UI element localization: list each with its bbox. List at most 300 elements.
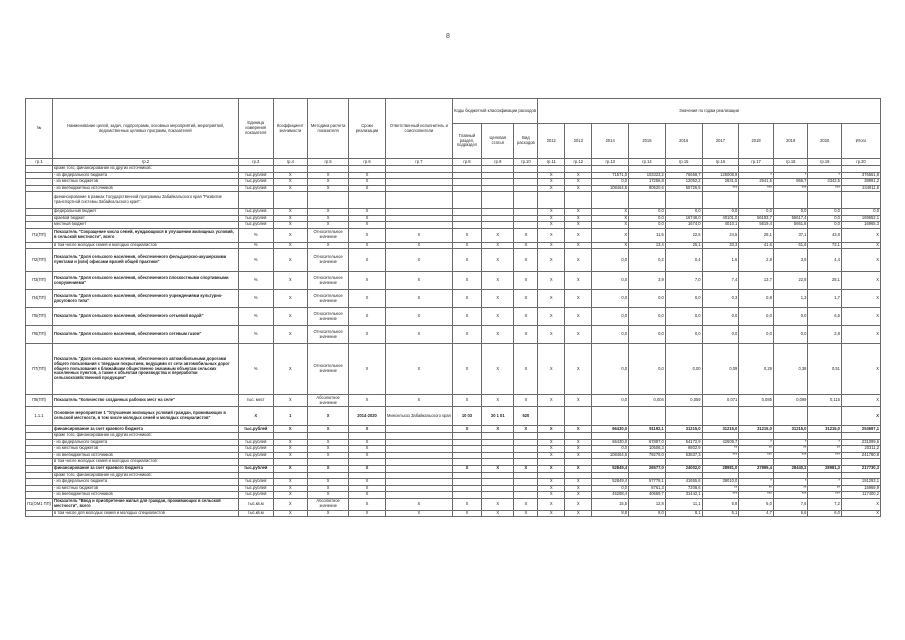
table-cell [349,192,386,209]
table-cell [773,407,808,426]
table-cell: 56193,7 [739,215,774,222]
column-number: гр.12 [565,159,592,166]
table-cell: Х [273,290,308,308]
table-cell: Х [592,222,629,229]
table-cell: 56617,4 [773,215,808,222]
table-row [26,308,881,326]
table-cell: Х [308,446,349,453]
table-cell: 28440,2 [773,465,808,472]
table-cell: * [773,479,808,486]
table-cell: 0,2 [629,249,666,272]
table-cell: Х [273,395,308,407]
table-cell: 0,00 [665,344,702,395]
table-cell: 103323,2 [629,172,666,179]
table-cell: Х [308,242,349,249]
table-cell: 61,6 [773,242,808,249]
table-cell: Х [565,446,592,453]
table-cell: Х [452,395,481,407]
table-cell: 0,4 [665,249,702,272]
table-cell: 20311,2 [841,446,880,453]
table-cell: Х [841,510,880,517]
table-cell: 0,0 [808,215,842,222]
table-cell: Х [514,395,538,407]
table-cell: 8,1 [665,510,702,517]
table-cell: * [808,439,842,446]
row-name: - из внебюджетных источников [53,452,239,459]
table-cell: 0,0 [629,222,666,229]
table-cell: Х [308,185,349,192]
table-row [26,426,881,433]
table-cell: Х [349,395,386,407]
table-cell: Х [482,249,514,272]
table-cell: 0,0 [592,485,629,492]
table-cell: Х [273,272,308,290]
table-cell: % [238,228,273,242]
table-cell: 5,8 [702,498,739,510]
table-cell: 5619,4 [739,222,774,229]
table-cell [739,192,774,209]
table-cell: 91192,1 [629,426,666,433]
header-kbk-grbs: Главный раздел, подраздел [452,124,481,159]
table-cell [702,407,739,426]
header-year: 2012 [538,124,565,159]
row-name: - из федерального бюджета [53,479,239,486]
table-cell: Х [538,179,565,186]
table-cell: Х [482,395,514,407]
table-cell: Х [565,242,592,249]
table-cell: Х [565,222,592,229]
table-cell: тыс.рублей [238,222,273,229]
table-cell: 108464,5 [592,452,629,459]
column-number: гр.14 [629,159,666,166]
table-cell: Х [841,242,880,249]
table-cell: Х [452,498,481,510]
table-cell: Х [565,290,592,308]
table-cell: тыс.рублей [238,452,273,459]
table-cell: Х [308,407,349,426]
table-cell: Х [308,172,349,179]
row-code: П4(ПП) [26,290,53,308]
table-cell: 0,0 [592,446,629,453]
table-cell: 17256,8 [629,179,666,186]
table-cell: 52849,4 [592,465,629,472]
table-cell: Х [349,272,386,290]
table-cell: Х [273,479,308,486]
table-cell: Абсолютное значение [308,498,349,510]
table-cell: 27899,4 [739,465,774,472]
row-name: - из федерального бюджета [53,172,239,179]
table-cell: 57778,1 [629,479,666,486]
table-cell: Х [273,242,308,249]
table-cell: Минсельхоз Забайкальского края [385,407,452,426]
table-cell: 5,1 [702,510,739,517]
row-name: кроме того, финансирование из других источников: [53,166,239,173]
table-row [26,465,881,472]
table-cell: 33,3 [702,242,739,249]
table-cell: 0,0 [773,326,808,344]
table-cell: * [808,172,842,179]
row-name: - из федерального бюджета [53,439,239,446]
table-cell: % [238,242,273,249]
table-cell: Х [514,498,538,510]
row-name: Показатель "Доля сельского населения, обеспеченного сетевым газом" [53,326,239,344]
table-cell: ** [739,485,774,492]
table-cell: ** [702,446,739,453]
table-cell: Х [841,228,880,242]
table-cell: 25,1 [665,242,702,249]
table-cell: Х [349,510,386,517]
column-number: гр.17 [739,159,774,166]
table-cell: *** [739,452,774,459]
table-cell: 7208,6 [665,485,702,492]
table-cell: % [238,344,273,395]
table-cell: 0,0 [629,209,666,216]
table-cell: 26577,0 [629,465,666,472]
table-cell: 3,9 [629,272,666,290]
table-cell: 2,8 [808,326,842,344]
table-cell: * [739,479,774,486]
table-cell: Х [349,479,386,486]
table-cell: 8,0 [629,510,666,517]
table-cell: Х [565,326,592,344]
table-cell: *** [773,185,808,192]
table-cell [385,192,452,209]
table-cell: Х [452,326,481,344]
row-name: - из внебюджетных источников [53,492,239,499]
table-cell: 11,1 [665,498,702,510]
table-cell: 3,6 [773,249,808,272]
table-cell: Х [273,465,308,472]
table-cell: 67887,0 [629,439,666,446]
table-cell: Х [349,426,386,433]
table-cell [385,465,452,472]
table-cell: 0,0 [629,326,666,344]
table-cell: Х [349,326,386,344]
table-cell [238,192,273,209]
header-kbk-csr: Целевая статья [482,124,514,159]
table-cell: 0,0 [808,209,842,216]
table-cell [538,407,565,426]
table-cell: 13,7 [739,272,774,290]
table-cell: Х [273,222,308,229]
table-row [26,228,881,242]
table-cell: Х [273,426,308,433]
table-cell: 37,1 [773,228,808,242]
table-cell: 191293,1 [841,479,880,486]
table-cell: Х [273,446,308,453]
table-cell: Х [238,407,273,426]
table-cell: Х [841,498,880,510]
table-cell: Относительное значение [308,308,349,326]
table-cell: 1,7 [808,290,842,308]
table-cell: Х [308,222,349,229]
table-cell: Х [349,222,386,229]
table-cell: 0,51 [808,344,842,395]
table-cell: 43,8 [808,228,842,242]
table-cell: Х [273,498,308,510]
row-name: Показатель "Доля сельского населения, обеспеченного учреждениями культурно-досугового типа" [53,290,239,308]
row-name: финансирование за счет краевого бюджета [53,465,239,472]
table-cell [808,407,842,426]
table-row [26,192,881,209]
table-cell: 54172,9 [665,439,702,446]
table-cell [565,407,592,426]
table-cell: 0,071 [702,395,739,407]
table-cell: Х [514,426,538,433]
table-cell: * [773,172,808,179]
table-cell: 6,0 [808,510,842,517]
table-cell: 0,0 [665,290,702,308]
table-cell: Х [538,209,565,216]
header-year: 2020 [808,124,842,159]
table-cell: *** [739,492,774,499]
table-cell: Х [349,439,386,446]
table-cell: 6,6 [773,510,808,517]
table-cell: Х [349,215,386,222]
table-cell: 3342,5 [808,179,842,186]
table-cell: Х [308,485,349,492]
table-cell: тыс. мест [238,395,273,407]
table-cell: % [238,308,273,326]
table-cell: 253697,1 [841,426,880,433]
table-cell: Х [452,308,481,326]
row-name: федеральный бюджет [53,209,239,216]
table-cell: ** [808,485,842,492]
row-name: Показатель "Доля сельского населения, обеспеченного автомобильными дорогами общего пользования с твердым покрытием, ведущими от сети автомобильных дорог общего пользования к ближайшим общественно значимым объектам сельских населенных пунктов, а также к объектам производства и переработки сельскохозяйственной продукции" [53,344,239,395]
table-cell: Х [385,395,452,407]
table-cell: Х [565,426,592,433]
table-cell: Х [538,172,565,179]
row-name: - из местных бюджетов [53,446,239,453]
table-cell: *** [702,185,739,192]
table-cell: 7,2 [808,498,842,510]
table-cell: Х [452,465,481,472]
table-cell: Х [565,249,592,272]
table-cell: Х [592,242,629,249]
table-cell: Х [273,439,308,446]
table-cell: Х [349,485,386,492]
table-cell: Х [841,249,880,272]
table-cell: Х [565,510,592,517]
row-code: П1(ОМ1 ПП) [26,498,53,510]
table-cell: 45288,4 [592,492,629,499]
table-cell: Х [385,272,452,290]
table-cell: Х [482,308,514,326]
table-cell: Х [349,498,386,510]
table-cell: 2,8 [739,249,774,272]
table-cell [629,192,666,209]
table-cell: Х [273,344,308,395]
table-cell: 0,0 [629,215,666,222]
table-cell: Х [514,510,538,517]
header-name: Наименование целей, задач, подпрограмм, основных мероприятий, мероприятий, ведомственных целевых программ, показателей [53,99,239,159]
table-cell: 28,1 [739,228,774,242]
table-cell: Х [308,479,349,486]
table-cell: Х [482,426,514,433]
table-cell: Х [538,485,565,492]
table-cell: Х [565,395,592,407]
table-cell: * [808,479,842,486]
table-cell: 0,3 [702,290,739,308]
table-cell: Х [538,498,565,510]
table-cell [841,192,880,209]
table-cell: 0,115 [808,395,842,407]
row-name: краевой бюджет [53,215,239,222]
table-cell: Х [538,215,565,222]
table-cell [665,192,702,209]
table-cell: Х [349,452,386,459]
row-name: местный бюджет [53,222,239,229]
table-cell [538,192,565,209]
table-cell: 31215,0 [739,426,774,433]
table-cell: Х [385,510,452,517]
table-cell: тыс.рублей [238,209,273,216]
table-cell: 12,8 [629,498,666,510]
table-cell: 0,0 [592,395,629,407]
table-cell: 0,0 [592,249,629,272]
table-cell: *** [702,492,739,499]
table-cell: Х [308,439,349,446]
table-cell: Х [482,290,514,308]
table-cell: Х [385,344,452,395]
table-cell: Х [273,179,308,186]
table-cell: 1 [273,407,308,426]
table-cell: Х [514,344,538,395]
table-cell: Х [349,249,386,272]
row-code: П2(ПП) [26,249,53,272]
table-cell: Относительное значение [308,272,349,290]
table-cell: 8761,3 [629,485,666,492]
table-cell: Х [538,510,565,517]
table-cell: Относительное значение [308,290,349,308]
header-values: Значения по годам реализации [538,99,881,124]
row-name: кроме того, финансирование из других источников: [53,433,239,440]
table-cell: 0,0 [808,222,842,229]
table-cell: 117400,2 [841,492,880,499]
table-cell [385,426,452,433]
table-cell: 5661,8 [773,222,808,229]
table-row [26,249,881,272]
row-code [26,465,53,472]
column-number: гр.18 [773,159,808,166]
table-cell: 16965,3 [841,222,880,229]
table-cell: Х [308,492,349,499]
table-cell: % [238,249,273,272]
table-cell: Х [565,344,592,395]
row-code [26,192,53,209]
table-cell: Х [538,242,565,249]
table-cell: *** [702,452,739,459]
table-cell: Х [349,228,386,242]
column-number: гр.4 [273,159,308,166]
table-cell [665,407,702,426]
table-cell: Х [308,452,349,459]
table-cell [739,407,774,426]
table-cell: Х [565,465,592,472]
table-cell: 0,0 [629,344,666,395]
table-cell: 16748,0 [665,215,702,222]
table-cell: Х [538,308,565,326]
table-cell: Х [482,272,514,290]
table-body [26,159,881,517]
table-cell: 31215,0 [665,426,702,433]
table-cell: Х [273,249,308,272]
table-cell: тыс.рублей [238,465,273,472]
table-cell: Х [349,242,386,249]
table-cell: 13,4 [629,242,666,249]
table-cell: *** [773,492,808,499]
table-cell: 6,0 [739,498,774,510]
table-cell: Х [538,290,565,308]
table-cell: * [739,172,774,179]
table-cell: 0,0 [592,290,629,308]
table-cell: ** [808,446,842,453]
table-cell: 866,7 [773,179,808,186]
table-cell [273,192,308,209]
table-cell: 28,1 [808,272,842,290]
table-cell: Х [273,228,308,242]
table-cell: Х [841,344,880,395]
table-cell: Х [385,228,452,242]
table-cell: 6,5 [808,308,842,326]
table-cell: * [773,439,808,446]
table-cell: Х [538,426,565,433]
column-number: гр.6 [349,159,386,166]
table-cell: 20 1 01 [482,407,514,426]
row-name: в том числе молодых семей и молодых специалистов [53,242,239,249]
table-cell: Х [349,209,386,216]
table-cell: 10508,3 [629,446,666,453]
table-cell: 169652,1 [841,215,880,222]
table-cell: 244911,6 [841,185,880,192]
table-cell: 71571,0 [592,172,629,179]
table-cell: тыс.рублей [238,185,273,192]
table-cell: 31215,0 [702,426,739,433]
table-cell: Х [273,452,308,459]
table-cell: Относительное значение [308,249,349,272]
table-cell: Х [349,446,386,453]
table-cell: 231099,6 [841,439,880,446]
table-cell: 7,0 [665,272,702,290]
table-cell: 41655,6 [665,479,702,486]
table-cell: Х [592,228,629,242]
table-cell: Х [385,249,452,272]
table-cell: Х [514,290,538,308]
table-cell: 7,6 [773,498,808,510]
table-cell: 2641,5 [739,179,774,186]
table-cell: Х [452,290,481,308]
table-cell: 0,0 [592,308,629,326]
table-cell: 31215,0 [773,426,808,433]
table-cell: Х [452,510,481,517]
page-number: 8 [446,33,450,40]
table-cell: Х [308,426,349,433]
table-cell: Х [841,395,880,407]
table-cell: 24002,0 [665,465,702,472]
table-cell: Х [349,179,386,186]
table-cell: Х [565,485,592,492]
table-cell: 39010,0 [702,479,739,486]
column-number: гр.11 [538,159,565,166]
table-cell: Х [514,465,538,472]
table-cell: Х [514,242,538,249]
table-cell: тыс.рублей [238,446,273,453]
table-row [26,272,881,290]
table-cell: Х [565,439,592,446]
table-cell: 0,0 [702,308,739,326]
table-cell: 0,29 [739,344,774,395]
table-cell: 1,3 [773,290,808,308]
